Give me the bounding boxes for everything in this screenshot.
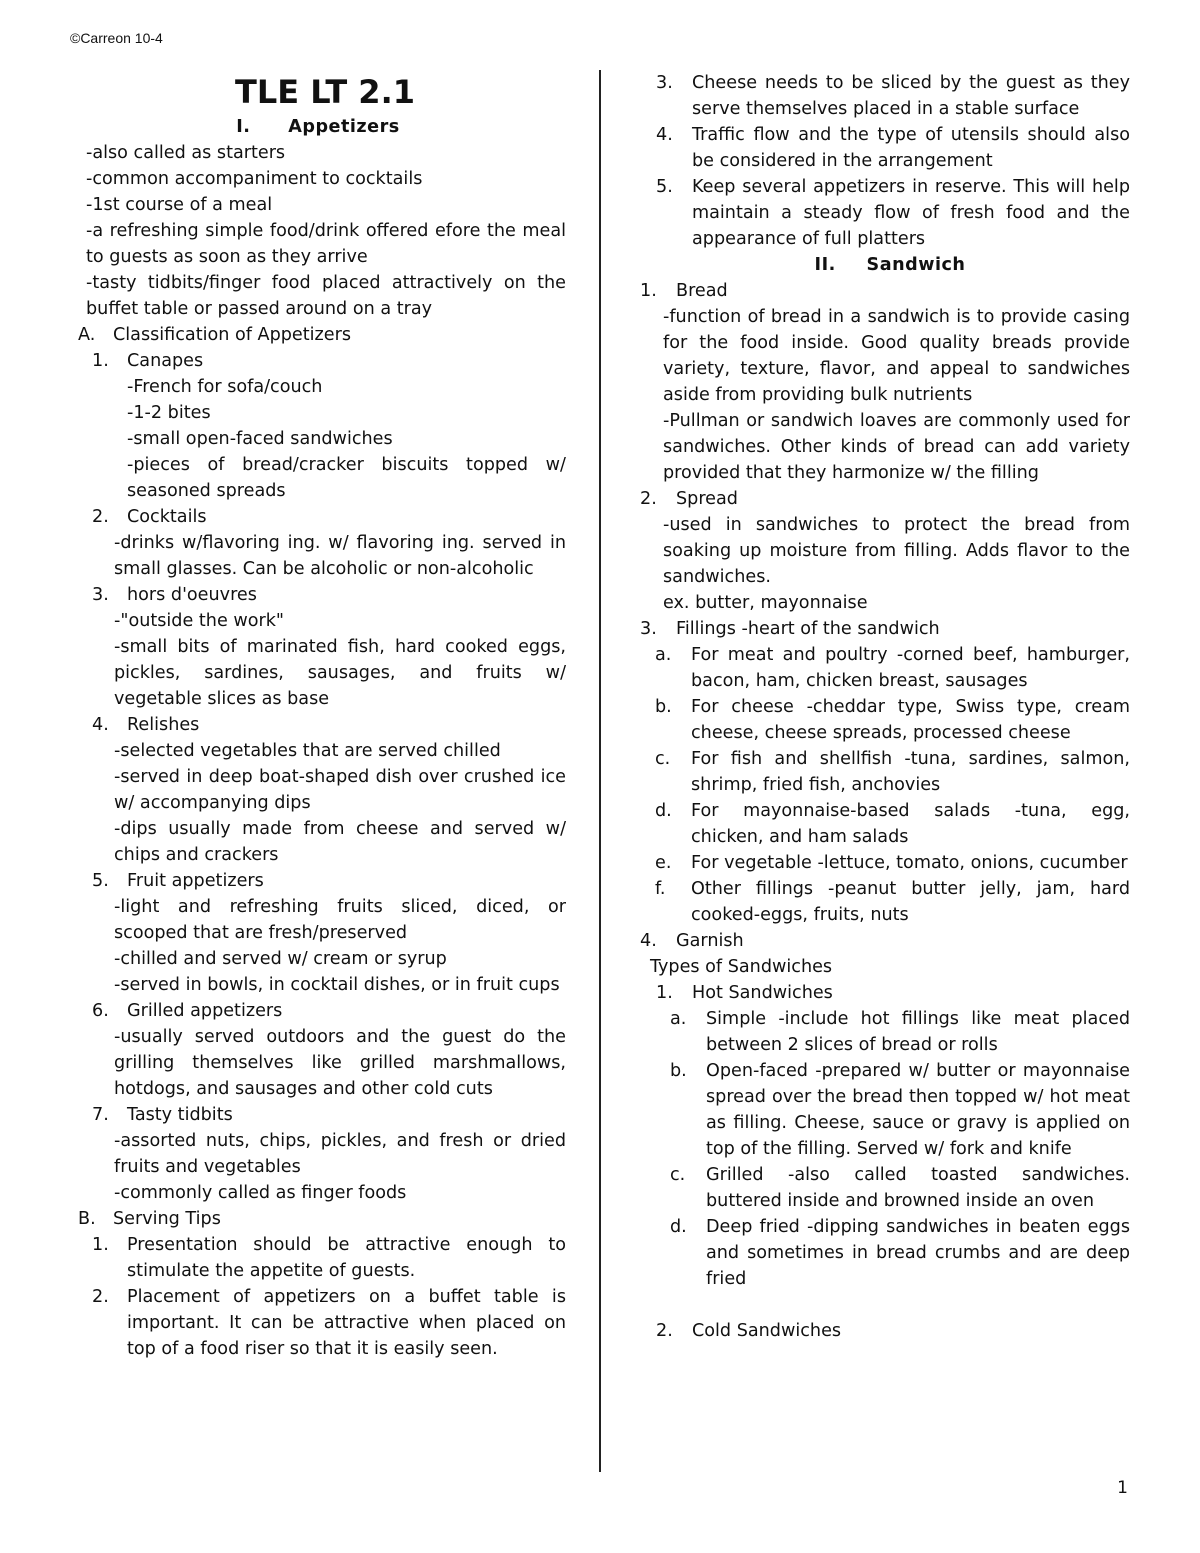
tip-item — [656, 122, 1130, 174]
detail-line: -small bits of marinated fish, hard cooked eggs, pickles, sardines, sausages, and fruits w/ vegetable slices as base — [114, 637, 566, 709]
bread-details — [640, 304, 1130, 486]
heading-label: Classification of Appetizers — [113, 325, 351, 345]
list-marker: e. — [655, 853, 672, 873]
right-column — [640, 70, 1130, 1344]
list-marker: 1. — [640, 281, 657, 301]
list-marker: c. — [655, 749, 671, 769]
item-label: Garnish — [676, 931, 744, 951]
list-marker: B. — [78, 1209, 96, 1229]
serving-tips-list-left — [78, 1232, 566, 1362]
lettered-item — [655, 850, 1130, 876]
lettered-item — [655, 798, 1130, 850]
appetizer-type-heading — [92, 582, 566, 608]
detail-line: ex. butter, mayonnaise — [663, 593, 868, 613]
item-text: For fish and shellfish -tuna, sardines, salmon, shrimp, fried fish, anchovies — [691, 749, 1130, 795]
section-label: Appetizers — [288, 117, 400, 137]
intro-line: -also called as starters — [86, 143, 286, 163]
item-text: For vegetable -lettuce, tomato, onions, cucumber — [691, 853, 1128, 873]
detail-line: -dips usually made from cheese and served w/ chips and crackers — [114, 819, 566, 865]
page-number: 1 — [1117, 1478, 1128, 1498]
tip-text: Traffic flow and the type of utensils should also be considered in the arrangement — [692, 125, 1130, 171]
intro-line: -common accompaniment to cocktails — [86, 169, 423, 189]
list-marker: 6. — [92, 1001, 109, 1021]
detail-line: -Pullman or sandwich loaves are commonly used for sandwiches. Other kinds of bread can add variety provided that they harmonize w/ the filling — [663, 411, 1130, 483]
classification-heading — [78, 322, 566, 348]
detail-line: -function of bread in a sandwich is to provide casing for the food inside. Good quality breads provide variety, texture, flavor, and appeal to sandwiches aside from providing bulk nutrients — [663, 307, 1130, 405]
appetizer-type-heading — [92, 1102, 566, 1128]
detail-line: -served in bowls, in cocktail dishes, or in fruit cups — [114, 975, 560, 995]
lettered-item — [655, 642, 1130, 694]
appetizer-type-heading — [92, 868, 566, 894]
appetizer-details — [92, 530, 566, 582]
garnish-heading — [640, 928, 1130, 954]
appetizer-type-heading — [92, 712, 566, 738]
cold-sandwiches-heading — [640, 1318, 1130, 1344]
section-number: II. — [814, 255, 836, 275]
detail-line: -used in sandwiches to protect the bread from soaking up moisture from filling. Adds flavor to the sandwiches. — [663, 515, 1130, 587]
list-marker: 1. — [92, 1235, 109, 1255]
section-label: Sandwich — [866, 255, 966, 275]
lettered-item — [670, 1162, 1130, 1214]
list-marker: b. — [655, 697, 672, 717]
item-label: Bread — [676, 281, 728, 301]
lettered-item — [670, 1214, 1130, 1292]
list-marker: 2. — [92, 1287, 109, 1307]
intro-line: -1st course of a meal — [86, 195, 273, 215]
document-title: TLE LT 2.1 — [235, 73, 415, 111]
lettered-item — [655, 876, 1130, 928]
detail-line: -"outside the work" — [114, 611, 285, 631]
item-text: For mayonnaise-based salads -tuna, egg, chicken, and ham salads — [691, 801, 1130, 847]
spread-details — [640, 512, 1130, 616]
appetizer-details — [92, 608, 566, 712]
appetizer-details — [92, 738, 566, 868]
list-marker: 4. — [640, 931, 657, 951]
tip-text: Placement of appetizers on a buffet table is important. It can be attractive when placed on top of a food riser so that it is easily seen. — [127, 1287, 566, 1359]
detail-line: -1-2 bites — [127, 403, 211, 423]
appetizer-type-label: Grilled appetizers — [127, 1001, 283, 1021]
hot-sandwiches-heading — [640, 980, 1130, 1006]
spacer — [640, 1292, 1130, 1318]
list-marker: 5. — [656, 177, 673, 197]
list-marker: f. — [655, 879, 666, 899]
tip-text: Keep several appetizers in reserve. This will help maintain a steady flow of fresh food and the appearance of full platters — [692, 177, 1130, 249]
list-marker: c. — [670, 1165, 686, 1185]
item-text: For cheese -cheddar type, Swiss type, cream cheese, cheese spreads, processed cheese — [691, 697, 1130, 743]
lettered-item — [655, 746, 1130, 798]
appetizer-type-heading — [92, 348, 566, 374]
fillings-heading — [640, 616, 1130, 642]
item-label: Fillings -heart of the sandwich — [676, 619, 940, 639]
appetizer-type-label: Tasty tidbits — [127, 1105, 233, 1125]
page-header: ©Carreon 10-4 — [70, 30, 163, 46]
tip-item — [92, 1284, 566, 1362]
list-marker: 7. — [92, 1105, 109, 1125]
fillings-list — [640, 642, 1130, 928]
intro-line: -a refreshing simple food/drink offered efore the meal to guests as soon as they arrive — [86, 221, 566, 267]
list-marker: d. — [655, 801, 672, 821]
appetizer-type-label: Cocktails — [127, 507, 207, 527]
item-label: Spread — [676, 489, 738, 509]
detail-line: -small open-faced sandwiches — [127, 429, 393, 449]
appetizer-details — [92, 374, 566, 504]
detail-line: -commonly called as finger foods — [114, 1183, 407, 1203]
detail-line: -assorted nuts, chips, pickles, and fresh or dried fruits and vegetables — [114, 1131, 566, 1177]
appetizer-type-label: Fruit appetizers — [127, 871, 264, 891]
lettered-item — [655, 694, 1130, 746]
list-marker: 4. — [656, 125, 673, 145]
lettered-item — [670, 1058, 1130, 1162]
item-text: Open-faced -prepared w/ butter or mayonnaise spread over the bread then topped w/ hot meat as filling. Cheese, sauce or gravy is applied on top of the filling. Served w/ fork and knife — [706, 1061, 1130, 1159]
list-marker: a. — [655, 645, 672, 665]
lettered-item — [670, 1006, 1130, 1058]
list-marker: 2. — [656, 1321, 673, 1341]
section-heading-sandwich — [650, 252, 1130, 278]
list-marker: A. — [78, 325, 96, 345]
section-number: I. — [236, 117, 251, 137]
list-marker: 3. — [92, 585, 109, 605]
item-label: Hot Sandwiches — [692, 983, 833, 1003]
left-column — [78, 70, 566, 1362]
detail-line: -drinks w/flavoring ing. w/ flavoring ing. served in small glasses. Can be alcoholic or non-alcoholic — [114, 533, 566, 579]
list-marker: 1. — [656, 983, 673, 1003]
detail-line: -pieces of bread/cracker biscuits topped w/ seasoned spreads — [127, 455, 566, 501]
item-text: For meat and poultry -corned beef, hamburger, bacon, ham, chicken breast, sausages — [691, 645, 1130, 691]
appetizer-details — [92, 1024, 566, 1102]
item-text: Grilled -also called toasted sandwiches. buttered inside and browned inside an oven — [706, 1165, 1130, 1211]
list-marker: d. — [670, 1217, 687, 1237]
detail-line: -served in deep boat-shaped dish over crushed ice w/ accompanying dips — [114, 767, 566, 813]
list-marker: 3. — [656, 73, 673, 93]
appetizer-type-label: Relishes — [127, 715, 200, 735]
hot-sandwiches-list — [640, 1006, 1130, 1292]
detail-line: -selected vegetables that are served chilled — [114, 741, 501, 761]
list-marker: 2. — [640, 489, 657, 509]
tip-text: Presentation should be attractive enough to stimulate the appetite of guests. — [127, 1235, 566, 1281]
item-text: Simple -include hot fillings like meat placed between 2 slices of bread or rolls — [706, 1009, 1130, 1055]
item-text: Deep fried -dipping sandwiches in beaten eggs and sometimes in bread crumbs and are deep fried — [706, 1217, 1130, 1289]
tip-item — [656, 174, 1130, 252]
appetizer-details — [92, 1128, 566, 1206]
bread-heading — [640, 278, 1130, 304]
list-marker: 4. — [92, 715, 109, 735]
section-heading-appetizers — [70, 114, 566, 140]
appetizer-type-heading — [92, 998, 566, 1024]
list-marker: 5. — [92, 871, 109, 891]
column-divider — [599, 70, 601, 1472]
appetizer-details — [92, 894, 566, 998]
appetizer-type-label: hors d'oeuvres — [127, 585, 257, 605]
heading-label: Serving Tips — [113, 1209, 221, 1229]
detail-line: -light and refreshing fruits sliced, diced, or scooped that are fresh/preserved — [114, 897, 566, 943]
list-marker: b. — [670, 1061, 687, 1081]
list-marker: 2. — [92, 507, 109, 527]
list-marker: a. — [670, 1009, 687, 1029]
tip-item — [92, 1232, 566, 1284]
item-text: Other fillings -peanut butter jelly, jam, hard cooked-eggs, fruits, nuts — [691, 879, 1130, 925]
intro-line: -tasty tidbits/finger food placed attractively on the buffet table or passed around on a tray — [86, 273, 566, 319]
serving-tips-list-right — [640, 70, 1130, 252]
intro-list — [78, 140, 566, 322]
types-heading: Types of Sandwiches — [650, 957, 833, 977]
list-marker: 3. — [640, 619, 657, 639]
detail-line: -chilled and served w/ cream or syrup — [114, 949, 447, 969]
appetizer-type-label: Canapes — [127, 351, 204, 371]
spread-heading — [640, 486, 1130, 512]
item-label: Cold Sandwiches — [692, 1321, 842, 1341]
list-marker: 1. — [92, 351, 109, 371]
detail-line: -French for sofa/couch — [127, 377, 323, 397]
serving-tips-heading — [78, 1206, 566, 1232]
detail-line: -usually served outdoors and the guest do the grilling themselves like grilled marshmallows, hotdogs, and sausages and other cold cuts — [114, 1027, 566, 1099]
tip-item — [656, 70, 1130, 122]
appetizer-list — [78, 348, 566, 1206]
tip-text: Cheese needs to be sliced by the guest as they serve themselves placed in a stable surface — [692, 73, 1130, 119]
appetizer-type-heading — [92, 504, 566, 530]
